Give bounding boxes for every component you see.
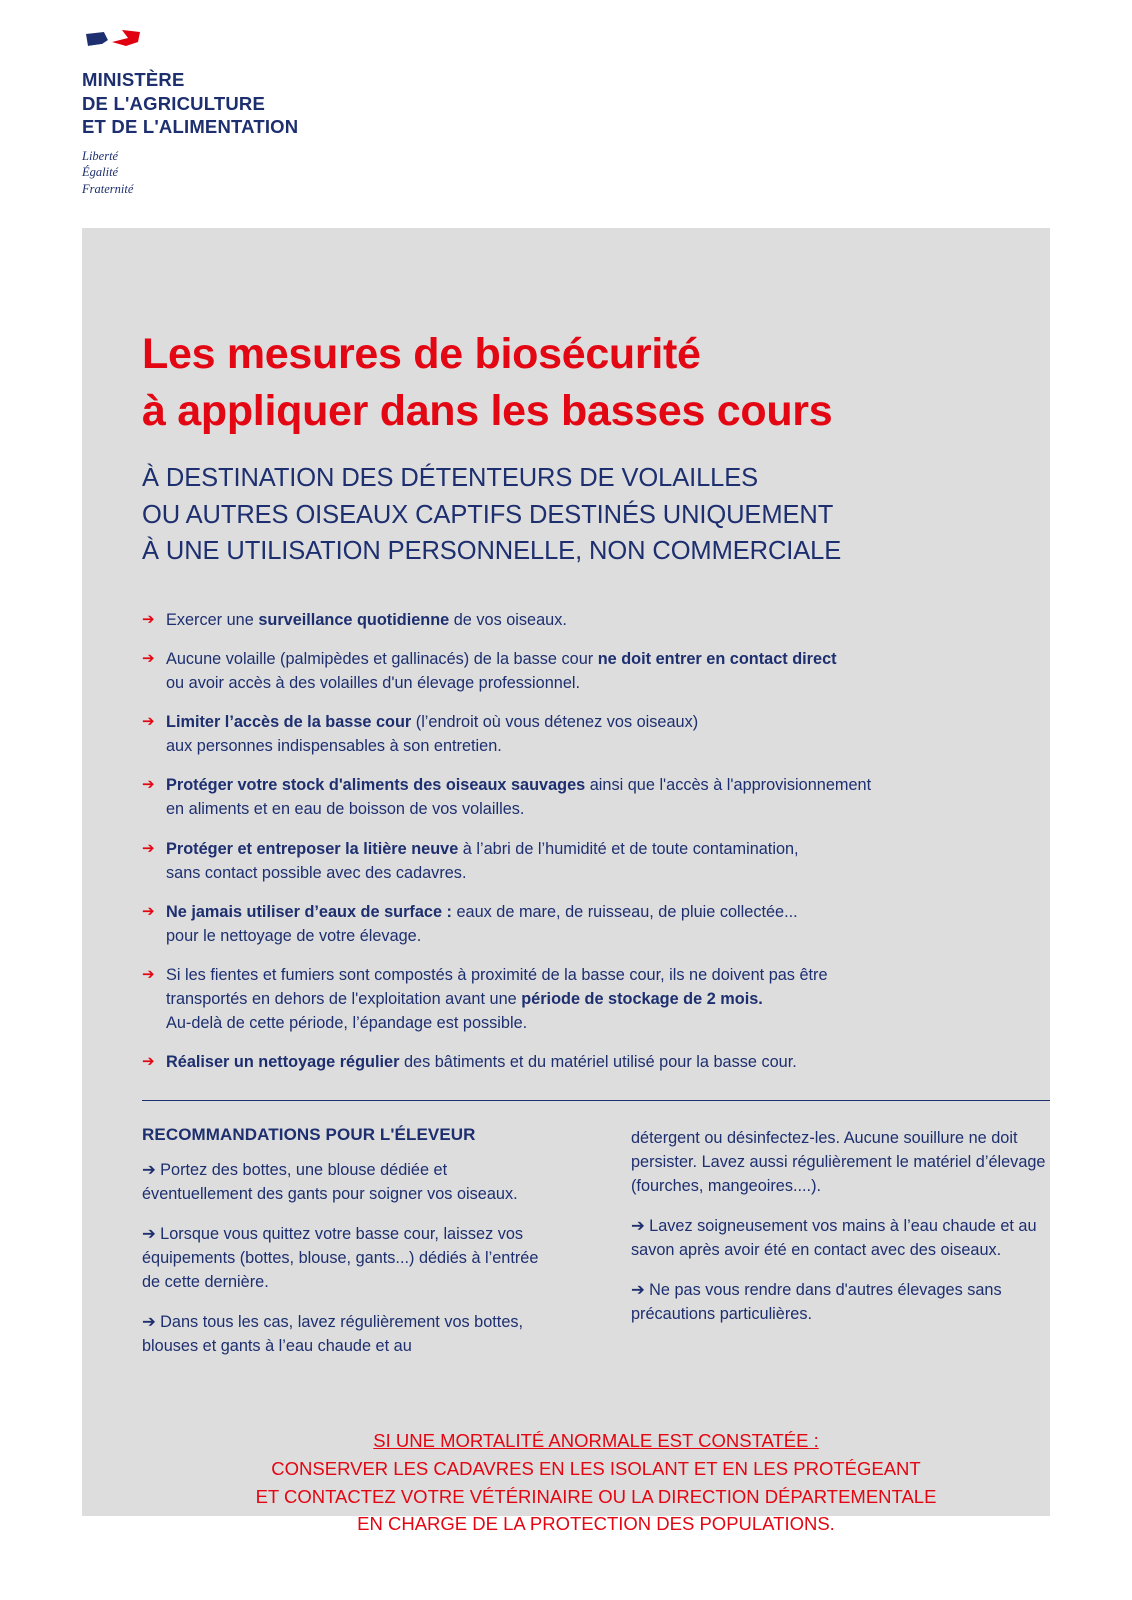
motto-liberte: Liberté [82,149,119,164]
measure-item-nettoyage-regulier [142,1050,1012,1074]
recommendation-item: ➔ Lorsque vous quittez votre basse cour, laissez vos équipements (bottes, blouse, gants...) dédiés à l’entrée de cette dernière. [142,1225,539,1292]
ministry-line-2: DE L'AGRICULTURE [82,92,265,114]
arrow-right-icon: ➔ [142,776,155,794]
page-subtitle [142,460,1050,569]
arrow-right-icon: ➔ [142,902,155,920]
subtitle-line-2: OU AUTRES OISEAUX CAPTIFS DESTINÉS UNIQUEMENT [142,500,834,529]
arrow-right-icon: ➔ [142,1053,155,1071]
measure-item-litiere-neuve [142,837,1012,885]
recommendations-right-column [631,1125,1050,1375]
measure-text: Ne jamais utiliser d’eaux de surface : eaux de mare, de ruisseau, de pluie collectée... pour le nettoyage de votre élevage. [166,902,798,945]
measure-item-proteger-stock [142,773,1012,821]
measure-text: Aucune volaille (palmipèdes et gallinacés) de la basse cour ne doit entrer en contact direct ou avoir accès à des volailles d'un élevage professionnel. [166,649,837,692]
ministry-name [82,68,482,139]
recommendations-section [142,1125,1050,1375]
measure-text: Exercer une surveillance quotidienne de vos oiseaux. [166,610,567,629]
french-flag-icon [82,30,146,58]
title-line-1: Les mesures de biosécurité [142,330,701,378]
motto-egalite: Égalité [82,165,119,180]
ministry-line-1: MINISTÈRE [82,69,185,90]
measure-item-limiter-acces [142,710,1012,758]
arrow-right-icon: ➔ [142,839,155,857]
arrow-right-icon: ➔ [142,713,155,731]
subtitle-line-3: À UNE UTILISATION PERSONNELLE, NON COMMERCIALE [142,537,842,566]
motto-fraternite: Fraternité [82,181,134,196]
measure-item-fientes-fumiers [142,963,1012,1035]
measure-text: Limiter l’accès de la basse cour (l’endroit où vous détenez vos oiseaux) aux personnes indispensables à son entretien. [166,713,699,756]
measure-item-contact-direct [142,647,1012,695]
title-line-2: à appliquer dans les basses cours [142,387,833,436]
recommendation-item: ➔ Ne pas vous rendre dans d'autres élevages sans précautions particulières. [631,1281,1002,1324]
measure-text: Protéger votre stock d'aliments des oiseaux sauvages ainsi que l'accès à l'approvisionnement en aliments et en eau de boisson de vos volailles. [166,776,872,819]
ministry-line-3: ET DE L'ALIMENTATION [82,116,299,138]
poster-content [142,326,1050,1538]
alert-line-4: EN CHARGE DE LA PROTECTION DES POPULATIONS. [357,1513,835,1535]
recommendation-item: ➔ Dans tous les cas, lavez régulièrement vos bottes, blouses et gants à l’eau chaude et au [142,1313,524,1356]
arrow-right-icon: ➔ [142,610,155,628]
subtitle-line-1: À DESTINATION DES DÉTENTEURS DE VOLAILLES [142,464,759,493]
republic-motto [82,148,482,197]
recommendations-heading: RECOMMANDATIONS POUR L'ÉLEVEUR [142,1125,476,1145]
mortality-alert [142,1427,1050,1538]
section-divider [142,1100,1050,1101]
recommendation-item: détergent ou désinfectez-les. Aucune souillure ne doit persister. Lavez aussi régulièrement le matériel d’élevage (fourches, mangeoires....). [631,1129,1046,1196]
measure-item-eaux-de-surface [142,900,1012,948]
recommendations-left-column [142,1125,561,1375]
arrow-right-icon: ➔ [142,965,155,983]
page-title [142,326,1050,440]
alert-line-1: SI UNE MORTALITÉ ANORMALE EST CONSTATÉE : [373,1430,819,1452]
recommendation-item: ➔ Lavez soigneusement vos mains à l’eau chaude et au savon après avoir été en contact avec des oiseaux. [631,1217,1037,1260]
measure-text: Protéger et entreposer la litière neuve à l’abri de l’humidité et de toute contamination, sans contact possible avec des cadavres. [166,839,799,882]
alert-line-2: CONSERVER LES CADAVRES EN LES ISOLANT ET EN LES PROTÉGEANT [271,1457,921,1479]
alert-line-3: ET CONTACTEZ VOTRE VÉTÉRINAIRE OU LA DIRECTION DÉPARTEMENTALE [255,1485,937,1507]
measures-list [142,608,1012,1075]
arrow-right-icon: ➔ [142,649,155,667]
measure-text: Réaliser un nettoyage régulier des bâtiments et du matériel utilisé pour la basse cour. [166,1053,797,1072]
ministry-header [82,30,482,197]
measure-item-surveillance [142,608,1012,632]
recommendation-item: ➔ Portez des bottes, une blouse dédiée et éventuellement des gants pour soigner vos oiseaux. [142,1161,518,1204]
measure-text: Si les fientes et fumiers sont compostés à proximité de la basse cour, ils ne doivent pas être transportés en dehors de l'exploitation avant une période de stockage de 2 mois. Au-delà de cette période, l’épandage est possible. [166,965,828,1033]
